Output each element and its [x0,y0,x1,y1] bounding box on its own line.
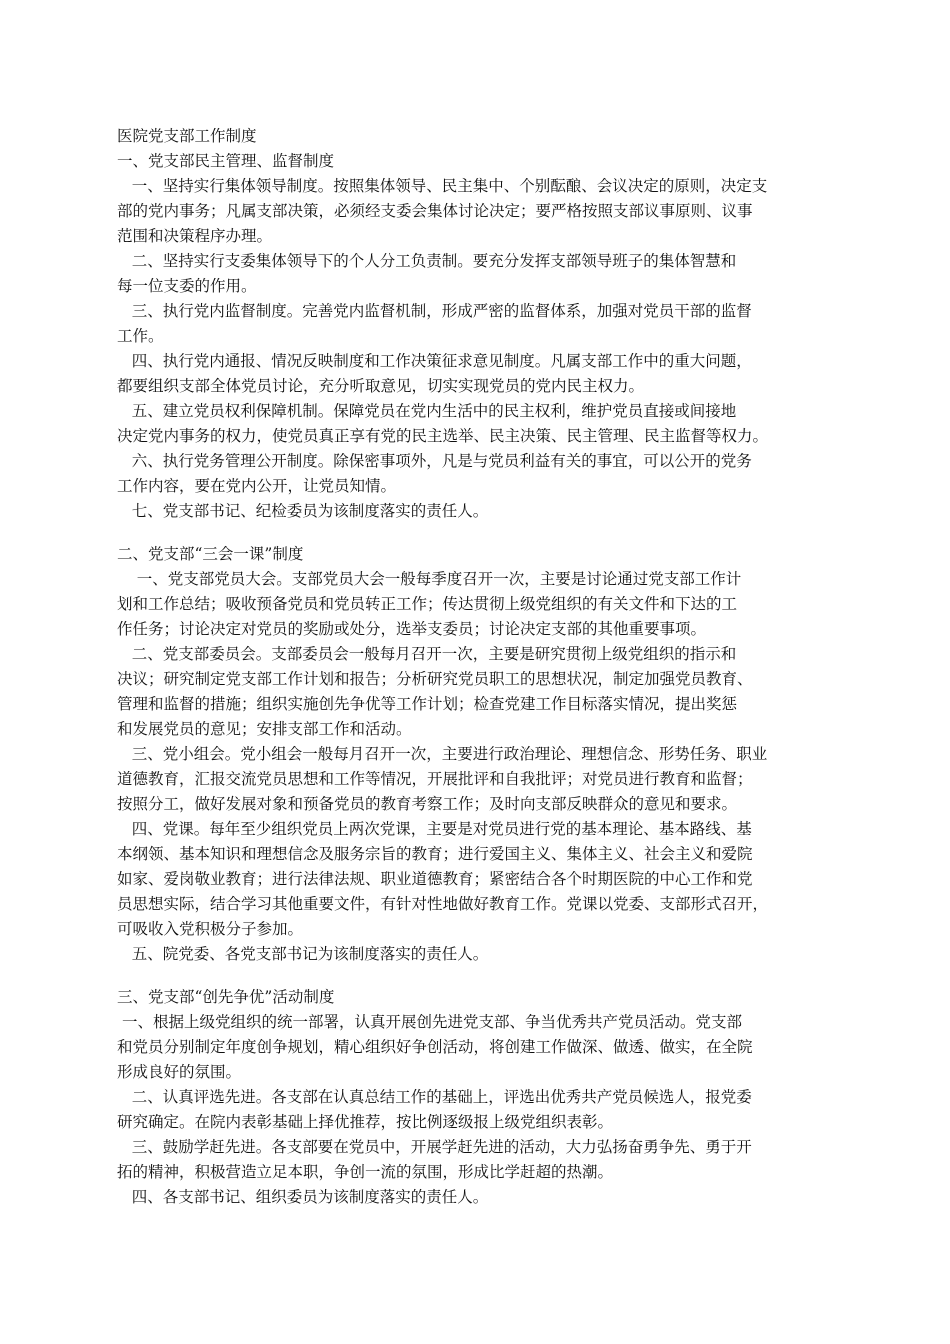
paragraph-line: 三、执行党内监督制度。完善党内监督机制，形成严密的监督体系，加强对党员干部的监督 [117,302,752,320]
paragraph-line: 拓的精神，积极营造立足本职，争创一流的氛围，形成比学赶超的热潮。 [117,1163,614,1181]
paragraph [117,349,817,399]
paragraph-line: 决议；研究制定党支部工作计划和报告；分析研究党员职工的思想状况，制定加强党员教育、 [117,670,753,688]
paragraph-line: 六、执行党务管理公开制度。除保密事项外，凡是与党员利益有关的事宜，可以公开的党务 [117,452,752,470]
paragraph-line: 如家、爱岗敬业教育；进行法律法规、职业道德教育；紧密结合各个时期医院的中心工作和党 [117,870,753,888]
paragraph-line: 可吸收入党积极分子参加。 [117,920,304,938]
paragraph-line: 二、认真评选先进。各支部在认真总结工作的基础上，评选出优秀共产党员候选人，报党委 [117,1088,752,1106]
paragraph-line: 七、党支部书记、纪检委员为该制度落实的责任人。 [117,502,489,520]
paragraph-line: 四、各支部书记、组织委员为该制度落实的责任人。 [117,1188,489,1206]
paragraph [117,942,817,967]
document-sections [117,149,817,1210]
paragraph-line: 范围和决策程序办理。 [117,227,273,245]
paragraph-line: 道德教育，汇报交流党员思想和工作等情况，开展批评和自我批评；对党员进行教育和监督； [117,770,753,788]
paragraph-line: 四、执行党内通报、情况反映制度和工作决策征求意见制度。凡属支部工作中的重大问题， [117,352,752,370]
paragraph-line: 按照分工，做好发展对象和预备党员的教育考察工作；及时向支部反映群众的意见和要求。 [117,795,738,813]
paragraph-line: 员思想实际，结合学习其他重要文件，有针对性地做好教育工作。党课以党委、支部形式召开， [117,895,769,913]
paragraph [117,567,817,642]
paragraph-line: 研究确定。在院内表彰基础上择优推荐，按比例逐级报上级党组织表彰。 [117,1113,614,1131]
paragraph-line: 本纲领、基本知识和理想信念及服务宗旨的教育；进行爱国主义、集体主义、社会主义和爱院 [117,845,753,863]
section-heading: 三、党支部“创先争优”活动制度 [117,988,335,1006]
paragraph-line: 和发展党员的意见；安排支部工作和活动。 [117,720,412,738]
section [117,985,817,1210]
paragraph-line: 工作。 [117,327,164,345]
paragraph [117,249,817,299]
paragraph [117,1010,817,1085]
document-body [117,124,817,1210]
paragraph [117,449,817,499]
section [117,149,817,524]
paragraph-line: 一、根据上级党组织的统一部署，认真开展创先进党支部、争当优秀共产党员活动。党支部 [117,1013,742,1031]
paragraph [117,299,817,349]
paragraph-line: 五、院党委、各党支部书记为该制度落实的责任人。 [117,945,489,963]
paragraph-line: 四、党课。每年至少组织党员上两次党课，主要是对党员进行党的基本理论、基本路线、基 [117,820,752,838]
section-heading: 一、党支部民主管理、监督制度 [117,152,335,170]
paragraph [117,499,817,524]
paragraph-line: 三、鼓励学赶先进。各支部要在党员中，开展学赶先进的活动，大力弘扬奋勇争先、勇于开 [117,1138,752,1156]
paragraph [117,817,817,942]
paragraph [117,1185,817,1210]
paragraph-line: 形成良好的氛围。 [117,1063,242,1081]
paragraph-line: 三、党小组会。党小组会一般每月召开一次，主要进行政治理论、理想信念、形势任务、职业 [117,745,768,763]
document-title: 医院党支部工作制度 [117,127,257,145]
paragraph [117,174,817,249]
paragraph [117,1135,817,1185]
paragraph-line: 一、坚持实行集体领导制度。按照集体领导、民主集中、个别酝酿、会议决定的原则，决定支 [117,177,768,195]
paragraph-line: 管理和监督的措施；组织实施创先争优等工作计划；检查党建工作目标落实情况，提出奖惩 [117,695,738,713]
paragraph-line: 决定党内事务的权力，使党员真正享有党的民主选举、民主决策、民主管理、民主监督等权力。 [117,427,769,445]
paragraph-line: 都要组织支部全体党员讨论，充分听取意见，切实实现党员的党内民主权力。 [117,377,645,395]
paragraph-line: 二、党支部委员会。支部委员会一般每月召开一次，主要是研究贯彻上级党组织的指示和 [117,645,737,663]
paragraph [117,642,817,742]
paragraph-line: 和党员分别制定年度创争规划，精心组织好争创活动，将创建工作做深、做透、做实，在全院 [117,1038,753,1056]
paragraph-line: 部的党内事务；凡属支部决策，必须经支委会集体讨论决定；要严格按照支部议事原则、议事 [117,202,753,220]
section [117,542,817,967]
paragraph-line: 每一位支委的作用。 [117,277,257,295]
paragraph-line: 一、党支部党员大会。支部党员大会一般每季度召开一次，主要是讨论通过党支部工作计 [117,570,742,588]
paragraph-line: 作任务；讨论决定对党员的奖励或处分，选举支委员；讨论决定支部的其他重要事项。 [117,620,707,638]
paragraph-line: 工作内容，要在党内公开，让党员知情。 [117,477,397,495]
paragraph [117,742,817,817]
paragraph-line: 五、建立党员权利保障机制。保障党员在党内生活中的民主权利，维护党员直接或间接地 [117,402,737,420]
paragraph-line: 划和工作总结；吸收预备党员和党员转正工作；传达贯彻上级党组织的有关文件和下达的工 [117,595,738,613]
paragraph [117,399,817,449]
paragraph-line: 二、坚持实行支委集体领导下的个人分工负责制。要充分发挥支部领导班子的集体智慧和 [117,252,737,270]
paragraph [117,1085,817,1135]
section-heading: 二、党支部“三会一课”制度 [117,545,304,563]
